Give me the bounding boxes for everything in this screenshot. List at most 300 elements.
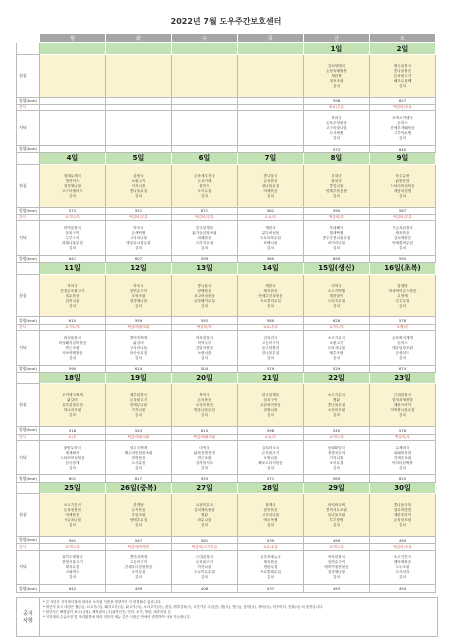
menu-item: 도사츄짐: [131, 460, 146, 465]
dinner-kcal-cell: 640: [370, 145, 436, 152]
menu-item: 김치: [333, 523, 340, 528]
menu-item: 열무비빔밥: [393, 508, 412, 513]
dinner-kcal-row: [17, 365, 436, 372]
lunch-cell: [238, 384, 304, 427]
date-cell: 8일: [304, 153, 370, 165]
snack-cell: 요요/우유: [238, 324, 304, 330]
menu-item: 계란찜: [331, 73, 342, 78]
row-label-empty: [17, 482, 40, 494]
menu-item: 김치: [333, 83, 340, 88]
menu-item: 방울나물무침: [194, 408, 215, 413]
dinner-cell: [238, 331, 304, 366]
menu-item: 오이무침: [197, 188, 212, 193]
snack-label: 간식: [17, 544, 40, 550]
menu-item: 소고기무국: [327, 335, 346, 340]
snack-cell: 떡갈비/우유: [172, 214, 238, 220]
menu-item: 김치: [69, 193, 76, 198]
menu-item: 해초무침쩨: [393, 78, 412, 83]
menu-item: 파래볶음: [197, 235, 212, 240]
menu-item: 계란국: [265, 225, 276, 230]
lunch-kcal-cell: 561: [172, 537, 238, 544]
lunch-kcal-cell: [238, 97, 304, 104]
date-cell: 6일: [172, 153, 238, 165]
lunch-items: [370, 393, 435, 417]
menu-item: 임연수구이: [327, 560, 346, 565]
dinner-kcal-cell: 641: [40, 255, 106, 262]
date-cell: [106, 43, 172, 55]
menu-item: 고사리나물: [261, 513, 280, 518]
dinner-cell: [304, 331, 370, 366]
dinner-kcal-cell: 579: [238, 365, 304, 372]
menu-item: 김치: [267, 193, 274, 198]
dinner-cell: [106, 111, 172, 146]
menu-item: 야미터된짜볶: [392, 460, 413, 465]
dinner-kcal-label: 열량(kcal): [17, 145, 40, 152]
dinner-items: [40, 446, 105, 470]
row-label-empty: [17, 43, 40, 55]
dinner-kcal-cell: 408: [172, 585, 238, 593]
menu-item: 분다버섯볶: [261, 230, 280, 235]
menu-item: 돈육불고기: [195, 560, 214, 565]
dinner-kcal-cell: 674: [370, 365, 436, 372]
lunch-cell: [106, 384, 172, 427]
menu-item: 기지나물: [329, 455, 344, 460]
dinner-label: 저녁: [17, 221, 40, 256]
lunch-kcal-label: 열량(kcal): [17, 537, 40, 544]
snack-cell: 떡갈비/우유: [370, 105, 436, 111]
date-cell: 26일(중복): [106, 482, 172, 494]
notice-line: * 원산지는 빠짐없이 표시(규정), 제작관리 (주)위탁인증, 연어, 조기, 명란, 메추리알 등: [43, 610, 171, 614]
dinner-items: [40, 336, 105, 360]
menu-item: 김치: [267, 575, 274, 580]
menu-item: 한계탕: [133, 503, 144, 508]
menu-item: 김치: [69, 245, 76, 250]
menu-item: 명란무침: [263, 565, 278, 570]
menu-item: 제육볶음: [263, 288, 278, 293]
menu-item: 김치: [333, 303, 340, 308]
menu-item: 김치: [135, 355, 142, 360]
date-cell: 29일: [304, 482, 370, 494]
menu-item: 피패볶음밥: [393, 450, 412, 455]
notice-section: [16, 597, 438, 637]
lunch-cell: [40, 274, 106, 317]
snack-cell: 요요/우: [238, 434, 304, 440]
menu-item: 삼두국찌개: [129, 445, 148, 450]
menu-item: 김치제볶음: [393, 235, 412, 240]
menu-item: 찜닭: [201, 513, 208, 518]
menu-item: 콩나물국: [263, 173, 278, 178]
menu-item: 간예우자돼볶음: [390, 126, 415, 131]
dinner-items: [370, 116, 435, 140]
dinner-kcal-cell: 625: [370, 475, 436, 482]
menu-item: 김치: [399, 465, 406, 470]
lunch-cell: [304, 54, 370, 97]
dinner-kcal-cell: 529: [304, 365, 370, 372]
weekday-header: 월: [40, 34, 106, 43]
menu-item: 돈육카레: [197, 178, 212, 183]
menu-item: 연근조림: [65, 345, 80, 350]
dinner-cell: [370, 550, 436, 585]
menu-item: 동고된쌈한: [261, 345, 280, 350]
menu-item: 콩비지찌개: [129, 555, 148, 560]
menu-item: 야채볶음: [65, 513, 80, 518]
date-cell: 23일: [370, 372, 436, 384]
menu-item: 해조도라지볶음: [258, 460, 283, 465]
row-label-empty: [17, 263, 40, 275]
date-cell: 18일: [40, 372, 106, 384]
menu-item: 돈육장조림: [393, 518, 412, 523]
menu-item: 돈장육배롤볶: [326, 68, 347, 73]
dinner-label: 저녁: [17, 550, 40, 585]
dinner-items: [304, 226, 369, 250]
dinner-items: [370, 446, 435, 470]
dinner-cell: [238, 111, 304, 146]
menu-item: 김치: [135, 523, 142, 528]
menu-item: 참치전: [331, 178, 342, 183]
lunch-cell: [370, 494, 436, 537]
dinner-kcal-cell: 573: [304, 145, 370, 152]
menu-item: 부추장병: [329, 518, 344, 523]
dinner-cell: [370, 221, 436, 256]
dinner-kcal-cell: 617: [106, 475, 172, 482]
snack-label: 간식: [17, 214, 40, 220]
dinner-cell: [172, 550, 238, 585]
menu-item: 김치: [135, 245, 142, 250]
menu-item: 돈까스: [397, 340, 408, 345]
dinner-items: [106, 336, 171, 360]
menu-item: 동래떠빚국: [327, 445, 346, 450]
date-cell: 16일(초복): [370, 263, 436, 275]
menu-item: 청매무채국: [63, 173, 82, 178]
snack-cell: 떡갈비/우유: [370, 544, 436, 550]
menu-item: 오이무침: [329, 460, 344, 465]
snack-cell: 요요/우: [238, 214, 304, 220]
menu-item: 궁우북메뉴국: [260, 555, 281, 560]
menu-item: 김치: [333, 575, 340, 580]
lunch-kcal-cell: 590: [304, 207, 370, 214]
menu-item: 계란프라이: [393, 403, 412, 408]
menu-item: 우엉조림: [131, 293, 146, 298]
dinner-cell: [40, 440, 106, 475]
dinner-cell: [370, 440, 436, 475]
dinner-row: [17, 221, 436, 256]
menu-item: 에오목찜: [263, 518, 278, 523]
menu-item: 김치: [399, 303, 406, 308]
dinner-kcal-row: [17, 585, 436, 593]
menu-item: 강자볶지도: [195, 460, 214, 465]
dinner-row: [17, 550, 436, 585]
menu-item: 김치: [399, 245, 406, 250]
dinner-items: [304, 446, 369, 470]
snack-cell: 떡갈비/우유: [106, 214, 172, 220]
menu-item: 우엉조림: [131, 513, 146, 518]
snack-cell: 소빵/우: [370, 324, 436, 330]
menu-item: 콩두부전나물무침: [322, 235, 351, 240]
menu-item: 동나물조림: [327, 513, 346, 518]
menu-item: 표해나물: [263, 240, 278, 245]
menu-item: 정향치무아: [327, 450, 346, 455]
menu-item: 돈육짜지계개: [392, 335, 413, 340]
menu-item: 브로콜레무침: [260, 570, 281, 575]
menu-item: 차커리나물: [327, 240, 346, 245]
menu-item: 간장돈육불고기: [60, 288, 85, 293]
snack-cell: 떡갈비/우: [370, 434, 436, 440]
dinner-cell: [172, 111, 238, 146]
lunch-items: [370, 503, 435, 527]
menu-item: 근대된장국: [195, 555, 214, 560]
lunch-kcal-cell: 580: [238, 317, 304, 324]
menu-item: 북대해국: [329, 225, 344, 230]
snack-cell: 떡갈비/우유: [370, 214, 436, 220]
weekday-header: 화: [106, 34, 172, 43]
menu-item: 부대국: [331, 173, 342, 178]
menu-item: 미역국: [331, 283, 342, 288]
menu-item: 닭갈비: [67, 398, 78, 403]
lunch-items: [238, 393, 303, 417]
lunch-row: [17, 494, 436, 537]
lunch-kcal-cell: 572: [40, 207, 106, 214]
dinner-items: [106, 555, 171, 579]
menu-item: 돈육볶음: [197, 398, 212, 403]
lunch-kcal-label: 열량(kcal): [17, 317, 40, 324]
snack-cell: 떡갈비/팥꼬닭: [106, 434, 172, 440]
menu-item: 닭볶음탕: [395, 178, 410, 183]
snack-cell: 요요/우유: [238, 544, 304, 550]
menu-item: 계란국: [265, 283, 276, 288]
menu-item: 건새우조림: [393, 455, 412, 460]
dinner-items: [172, 555, 237, 579]
lunch-kcal-cell: 671: [172, 207, 238, 214]
menu-item: 김치: [399, 193, 406, 198]
lunch-cell: [304, 384, 370, 427]
dinner-items: [172, 336, 237, 360]
menu-item: 오이무침: [131, 570, 146, 575]
dinner-kcal-label: 열량(kcal): [17, 365, 40, 372]
lunch-items: [370, 64, 435, 88]
menu-item: 김치: [135, 193, 142, 198]
dinner-kcal-cell: 601: [40, 475, 106, 482]
menu-item: 참목볶음: [263, 508, 278, 513]
lunch-kcal-label: 열량(kcal): [17, 97, 40, 104]
menu-item: 고사리나물: [129, 345, 148, 350]
menu-item: 무말랭이무침: [194, 298, 215, 303]
menu-item: 오이냉국찌세: [62, 393, 83, 398]
menu-item: 생선까스: [65, 178, 80, 183]
lunch-kcal-cell: [106, 97, 172, 104]
date-cell: 7일: [238, 153, 304, 165]
menu-item: 소불고기: [131, 178, 146, 183]
row-label-empty: [17, 372, 40, 384]
lunch-cell: [304, 164, 370, 207]
menu-item: 청경채나물: [129, 298, 148, 303]
menu-item: 김치전국: [263, 335, 278, 340]
menu-item: 아욱된장국: [195, 335, 214, 340]
lunch-kcal-cell: 627: [370, 97, 436, 104]
menu-item: 미역된장국: [63, 225, 82, 230]
menu-item: 콩나물국: [197, 283, 212, 288]
snack-cell: 요거트/우: [304, 544, 370, 550]
dinner-cell: [40, 221, 106, 256]
menu-item: 찜닭: [333, 398, 340, 403]
dinner-kcal-cell: 499: [106, 585, 172, 593]
menu-item: 간새우다넣볶볶음: [124, 565, 153, 570]
menu-item: 콩감나물: [329, 183, 344, 188]
snack-cell: 요거트/우: [40, 214, 106, 220]
dinner-kcal-cell: 504: [172, 365, 238, 372]
lunch-items: [304, 503, 369, 527]
date-cell: 1일: [304, 43, 370, 55]
lunch-items: [304, 174, 369, 198]
dinner-kcal-cell: 537: [238, 585, 304, 593]
row-label-empty: [17, 153, 40, 165]
menu-item: 김치: [267, 245, 274, 250]
snack-cell: 떠요/우유: [304, 105, 370, 111]
dinner-kcal-cell: [40, 145, 106, 152]
date-cell: 25일: [40, 482, 106, 494]
lunch-kcal-cell: [40, 97, 106, 104]
menu-item: 김치: [201, 575, 208, 580]
menu-item: 고등어구이: [129, 560, 148, 565]
menu-item: 콩나물무침: [327, 403, 346, 408]
menu-item: 오징어조림: [327, 408, 346, 413]
menu-item: 콩비지무조림: [326, 508, 347, 513]
date-cell: 30일: [370, 482, 436, 494]
lunch-cell: [370, 384, 436, 427]
menu-item: 돈까스: [397, 121, 408, 126]
menu-item: 육루쥬볶: [395, 173, 410, 178]
snack-cell: 요거트/우: [304, 434, 370, 440]
menu-item: 요집이무국: [195, 503, 214, 508]
menu-item: 콘샐러드: [395, 350, 410, 355]
menu-item: 도토리묵무침: [260, 235, 281, 240]
menu-item: 미역볶나물무침: [390, 408, 415, 413]
menu-item: 김치: [267, 355, 274, 360]
menu-item: 에북이청찬볶음: [324, 565, 349, 570]
lunch-cell: [304, 494, 370, 537]
lunch-cell: [370, 164, 436, 207]
dinner-kcal-cell: [238, 145, 304, 152]
lunch-kcal-cell: 582: [238, 207, 304, 214]
menu-item: 버섯돼지갈비볶음: [58, 340, 87, 345]
menu-item: 미역볶음: [131, 455, 146, 460]
dinner-kcal-cell: [172, 145, 238, 152]
dinner-kcal-cell: 580: [238, 255, 304, 262]
menu-item: 풀양무학국: [63, 445, 82, 450]
snack-label: 간식: [17, 105, 40, 111]
lunch-items: [172, 393, 237, 417]
lunch-row: [17, 274, 436, 317]
menu-item: 김치양배국: [327, 63, 346, 68]
dinner-cell: [304, 550, 370, 585]
dinner-label: 저녁: [17, 111, 40, 146]
menu-item: 근대된장국: [393, 393, 412, 398]
lunch-items: [106, 503, 171, 527]
menu-item: 표고버섯볶음: [194, 293, 215, 298]
menu-item: 가지나물: [131, 408, 146, 413]
menu-item: 김치: [399, 355, 406, 360]
menu-item: 한국된계육: [261, 393, 280, 398]
menu-item: 감말자볶음: [195, 345, 214, 350]
menu-item: 김치러크국: [261, 445, 280, 450]
menu-item: 사보야채볶음: [62, 350, 83, 355]
menu-item: 돈육장볶음: [63, 508, 82, 513]
menu-item: 파송송무침: [129, 350, 148, 355]
dinner-items: [370, 226, 435, 250]
menu-item: 돈육볶음: [263, 178, 278, 183]
lunch-items: [304, 284, 369, 308]
dinner-row: [17, 440, 436, 475]
menu-item: 고사리나물: [129, 235, 148, 240]
page-title: 2022년 7월 도우주간보호센터: [170, 17, 282, 26]
lunch-kcal-cell: 598: [304, 97, 370, 104]
date-cell: 9일: [370, 153, 436, 165]
notice-line: * 식자재의 수급사정 및 조리환경에 따라 전한식 메뉴 같은 식품군 안에서 변경하여 사용 가능합니다.: [43, 615, 191, 619]
menu-item: 청경채나물: [327, 570, 346, 575]
menu-item: 쌀두된장국: [393, 63, 412, 68]
lunch-items: [106, 393, 171, 417]
menu-item: 도라지무침: [195, 240, 214, 245]
menu-item: 청경채나물: [63, 183, 82, 188]
date-cell: 11일: [40, 263, 106, 275]
menu-item: 닭가슴살장조림: [192, 230, 217, 235]
menu-item: 소불고기: [329, 340, 344, 345]
menu-item: 햄야채볶음: [393, 560, 412, 565]
date-cell: [172, 43, 238, 55]
lunch-kcal-cell: 598: [238, 427, 304, 434]
menu-item: 북어국: [331, 116, 342, 121]
lunch-items: [172, 174, 237, 198]
lunch-cell: [172, 164, 238, 207]
menu-item: 돈육우엉볶음: [326, 121, 347, 126]
snack-cell: 요거트/우: [40, 324, 106, 330]
date-cell: [40, 43, 106, 55]
menu-item: 돈육불고기: [129, 398, 148, 403]
lunch-label: 점심: [17, 384, 40, 427]
snack-label: 간식: [17, 324, 40, 330]
menu-item: 김치: [201, 303, 208, 308]
menu-item: 고구마샐러드: [62, 188, 83, 193]
menu-item: 함자치채볶밥: [392, 398, 413, 403]
menu-item: 임연수구이: [129, 288, 148, 293]
lunch-kcal-cell: 547: [106, 537, 172, 544]
dinner-items: [172, 226, 237, 250]
lunch-items: [40, 284, 105, 308]
menu-item: 김치: [135, 575, 142, 580]
lunch-cell: [370, 274, 436, 317]
menu-item: 닭갈비: [133, 340, 144, 345]
menu-item: 홍합국: [133, 173, 144, 178]
weekday-header: 목: [238, 34, 304, 43]
lunch-kcal-cell: 518: [40, 427, 106, 434]
menu-item: 김치: [399, 575, 406, 580]
lunch-cell: [238, 164, 304, 207]
lunch-cell: [106, 494, 172, 537]
dinner-cell: [304, 440, 370, 475]
dinner-items: [370, 336, 435, 360]
lunch-items: [304, 393, 369, 417]
weekday-header: 수: [172, 34, 238, 43]
menu-item: 물만두: [199, 183, 210, 188]
menu-item: 돈목볶음: [131, 508, 146, 513]
lunch-items: [106, 284, 171, 308]
menu-item: 제육무침: [65, 565, 80, 570]
menu-item: 소고기떡찜: [327, 288, 346, 293]
lunch-items: [238, 174, 303, 198]
menu-item: 도두조림: [395, 565, 410, 570]
menu-item: 가지나물: [131, 183, 146, 188]
lunch-kcal-cell: 499: [304, 537, 370, 544]
menu-item: 오벙나물: [263, 455, 278, 460]
